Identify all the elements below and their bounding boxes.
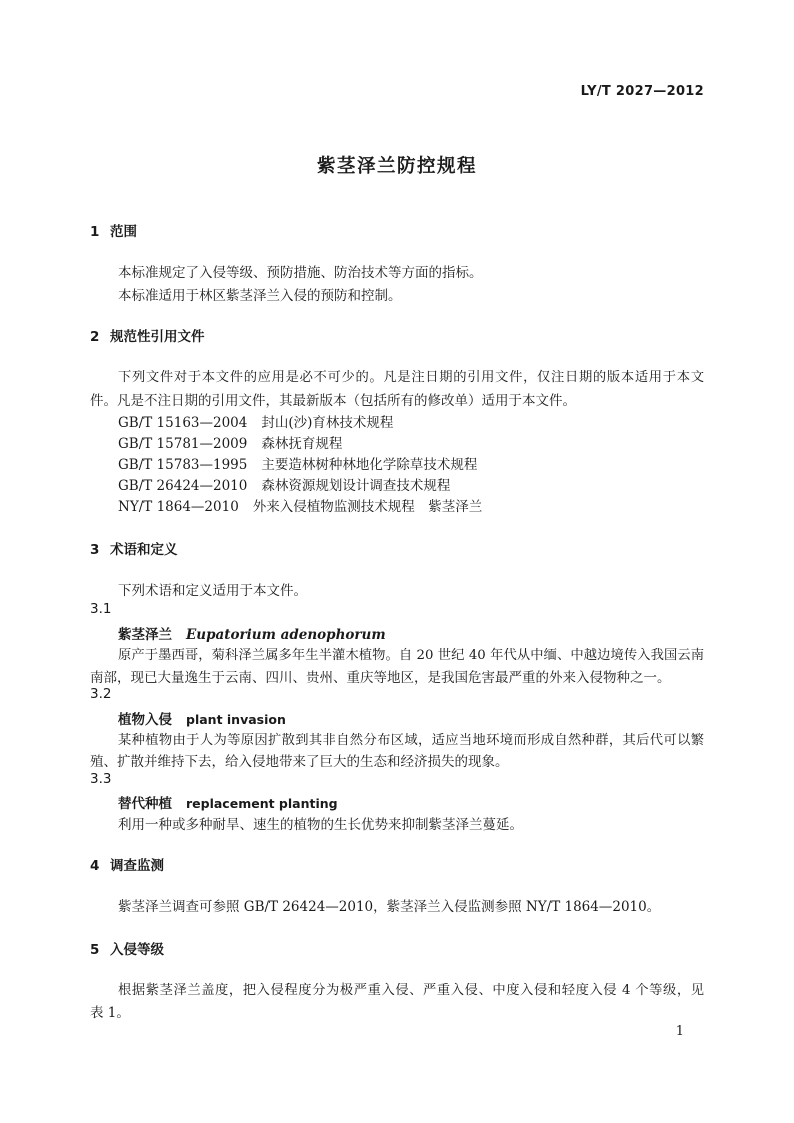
term-name-zh: 植物入侵 [118, 712, 172, 728]
section-number: 2 [90, 329, 100, 345]
section-number: 3 [90, 542, 100, 558]
reference-item [118, 453, 477, 473]
reference-item [118, 495, 482, 515]
paragraph-line: 表 1。 [90, 1005, 130, 1021]
paragraph: 本标准规定了入侵等级、预防措施、防治技术等方面的指标。 [118, 265, 483, 281]
section-heading-4 [90, 854, 164, 874]
paragraph: 下列术语和定义适用于本文件。 [118, 583, 307, 599]
term-definition-line: 殖、扩散并维持下去，给入侵地带来了巨大的生态和经济损失的现象。 [90, 754, 509, 770]
section-title: 术语和定义 [110, 542, 178, 558]
term-name-zh: 紫茎泽兰 [118, 627, 172, 643]
reference-code: GB/T 26424—2010 [118, 478, 248, 494]
reference-code: GB/T 15163—2004 [118, 415, 248, 431]
paragraph: 本标准适用于林区紫茎泽兰入侵的预防和控制。 [118, 288, 402, 304]
reference-item [118, 474, 450, 494]
section-number: 1 [90, 224, 100, 240]
term-definition-line: 利用一种或多种耐旱、速生的植物的生长优势来抑制紫茎泽兰蔓延。 [118, 817, 523, 833]
paragraph: 紫茎泽兰调查可参照 GB/T 26424—2010，紫茎泽兰入侵监测参照 NY/T 1864—2010。 [118, 899, 661, 915]
reference-item [118, 432, 342, 452]
section-heading-3 [90, 538, 178, 558]
term-number: 3.3 [90, 771, 112, 787]
page-title: 紫茎泽兰防控规程 [316, 156, 477, 177]
reference-code: NY/T 1864—2010 [118, 499, 239, 515]
term-name-en: replacement planting [186, 796, 338, 811]
reference-title: 外来入侵植物监测技术规程 紫茎泽兰 [252, 499, 483, 515]
reference-code: GB/T 15783—1995 [118, 457, 248, 473]
term-name [118, 792, 338, 812]
section-number: 5 [90, 942, 100, 958]
section-heading-1 [90, 220, 137, 240]
term-name [118, 708, 286, 728]
term-name-en: Eupatorium adenophorum [186, 627, 386, 643]
reference-code: GB/T 15781—2009 [118, 436, 248, 452]
reference-title: 森林资源规划设计调查技术规程 [261, 478, 451, 494]
section-title: 规范性引用文件 [110, 329, 205, 345]
section-title: 范围 [110, 224, 137, 240]
term-number: 3.1 [90, 601, 112, 617]
section-title: 调查监测 [110, 858, 164, 874]
term-definition-line: 原产于墨西哥，菊科泽兰属多年生半灌木植物。自 20 世纪 40 年代从中缅、中越边境传入我国云南 [118, 648, 704, 663]
section-heading-5 [90, 938, 164, 958]
reference-item [118, 411, 393, 431]
standard-number: LY/T 2027—2012 [580, 84, 704, 99]
section-number: 4 [90, 858, 100, 874]
term-name-zh: 替代种植 [118, 796, 172, 812]
term-name-en: plant invasion [186, 712, 286, 727]
page-number: 1 [675, 1024, 684, 1039]
reference-title: 主要造林树种林地化学除草技术规程 [261, 457, 478, 473]
paragraph-line: 件。凡是不注日期的引用文件，其最新版本（包括所有的修改单）适用于本文件。 [90, 393, 576, 409]
paragraph-line: 根据紫茎泽兰盖度，把入侵程度分为极严重入侵、严重入侵、中度入侵和轻度入侵 4 个等级，见 [118, 983, 704, 998]
term-definition-line: 某种植物由于人为等原因扩散到其非自然分布区域，适应当地环境而形成自然种群，其后代可以繁 [118, 733, 704, 748]
section-title: 入侵等级 [110, 942, 164, 958]
paragraph-line: 下列文件对于本文件的应用是必不可少的。凡是注日期的引用文件，仅注日期的版本适用于本文 [118, 370, 704, 385]
reference-title: 森林抚育规程 [261, 436, 343, 452]
term-name [118, 623, 386, 643]
reference-title: 封山(沙)育林技术规程 [261, 415, 394, 431]
term-number: 3.2 [90, 686, 112, 702]
term-definition-line: 南部，现已大量逸生于云南、四川、贵州、重庆等地区，是我国危害最严重的外来入侵物种之一。 [90, 670, 671, 686]
section-heading-2 [90, 325, 205, 345]
